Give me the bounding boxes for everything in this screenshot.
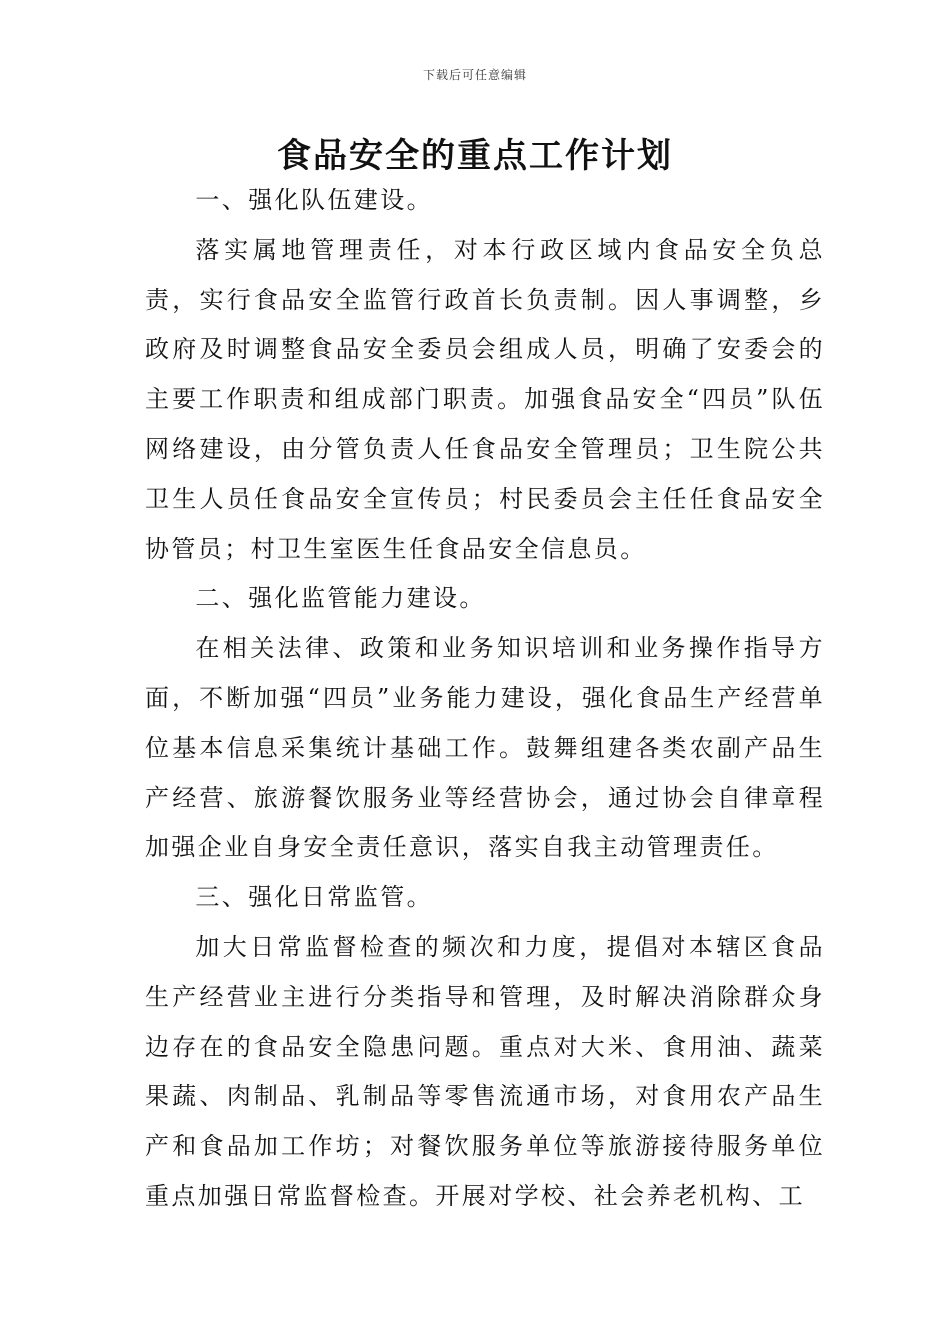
section-heading-1: 一、强化队伍建设。 [195,186,433,214]
section-heading-3: 三、强化日常监管。 [195,883,433,912]
section-body-2: 在相关法律、政策和业务知识培训和业务操作指导方面，不断加强“四员”业务能力建设，强化食品生产经营单位基本信息采集统计基础工作。鼓舞组建各类农副产品生产经营、旅游餐饮服务业等经营协会，通过协会自律章程加强企业自身安全责任意识，落实自我主动管理责任。 [145,634,825,862]
document-body [145,176,825,1222]
header-note: 下载后可任意编辑 [422,68,527,82]
section-body-3: 加大日常监督检查的频次和力度，提倡对本辖区食品生产经营业主进行分类指导和管理，及时解决消除群众身边存在的食品安全隐患问题。重点对大米、食用油、蔬菜果蔬、肉制品、乳制品等零售流通市场，对食用农产品生产和食品加工作坊；对餐饮服务单位等旅游接待服务单位重点加强日常监督检查。开展对学校、社会养老机构、工 [145,932,825,1210]
document-title: 食品安全的重点工作计划 [277,136,673,176]
section-body-1: 落实属地管理责任，对本行政区域内食品安全负总责，实行食品安全监管行政首长负责制。因人事调整，乡政府及时调整食品安全委员会组成人员，明确了安委会的主要工作职责和组成部门职责。加强食品安全“四员”队伍网络建设，由分管负责人任食品安全管理员；卫生院公共卫生人员任食品安全宣传员；村民委员会主任任食品安全协管员；村卫生室医生任食品安全信息员。 [145,235,825,563]
section-heading-2: 二、强化监管能力建设。 [195,584,486,613]
